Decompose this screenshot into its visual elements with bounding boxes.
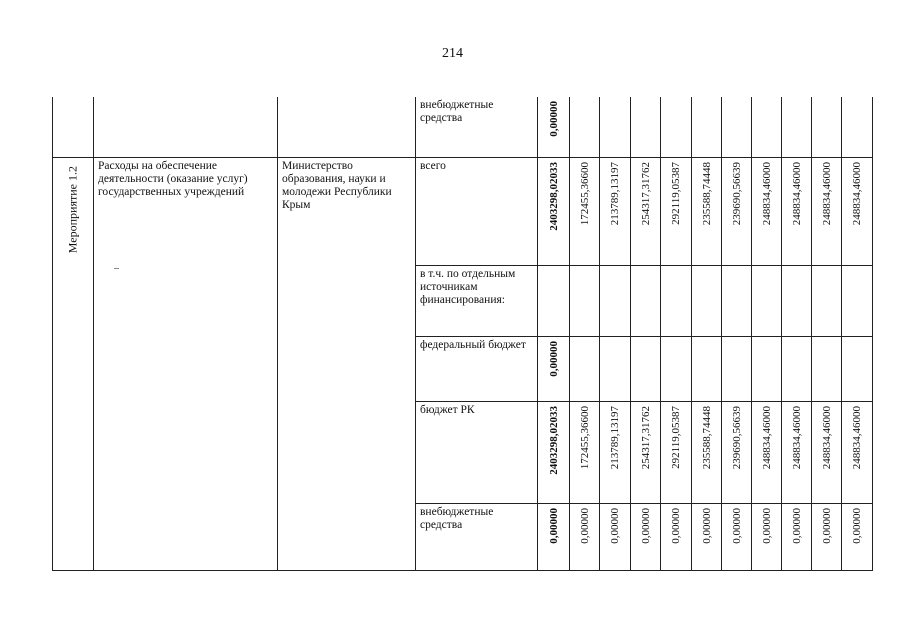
- value-cell: 0,00000: [812, 503, 842, 570]
- value-cell: [600, 336, 631, 401]
- value-cell: 0,00000: [722, 503, 752, 570]
- value-cell: [752, 336, 782, 401]
- page-number: 214: [442, 46, 463, 61]
- value-cell: [812, 265, 842, 336]
- value-cell: 0,00000: [570, 503, 600, 570]
- value-cell: 172455,36600: [570, 401, 600, 503]
- value-cell: 248834,46000: [842, 401, 873, 503]
- description-cell: [94, 97, 278, 157]
- scan-mark: [114, 268, 119, 269]
- value-cell: [631, 97, 661, 157]
- value-cell: 0,00000: [631, 503, 661, 570]
- value-cell: [722, 97, 752, 157]
- source-cell: внебюджетные средства: [416, 97, 538, 157]
- value-cell: 172455,36600: [570, 157, 600, 265]
- value-cell: [661, 265, 692, 336]
- value-cell: 235588,74448: [692, 157, 722, 265]
- total-cell: 0,00000: [538, 503, 570, 570]
- value-cell: [631, 265, 661, 336]
- value-cell: [722, 336, 752, 401]
- source-cell: бюджет РК: [416, 401, 538, 503]
- value-cell: 248834,46000: [752, 157, 782, 265]
- executor-cell: Министерство образования, науки и молодежи Республики Крым: [278, 157, 416, 570]
- budget-table: [52, 97, 873, 571]
- value-cell: 0,00000: [692, 503, 722, 570]
- value-cell: 239690,56639: [722, 401, 752, 503]
- value-cell: 0,00000: [842, 503, 873, 570]
- source-cell: всего: [416, 157, 538, 265]
- value-cell: [842, 336, 873, 401]
- value-cell: 248834,46000: [812, 401, 842, 503]
- table-row: [53, 157, 873, 265]
- value-cell: [782, 97, 812, 157]
- source-cell: внебюджетные средства: [416, 503, 538, 570]
- description-cell: Расходы на обеспечение деятельности (оказание услуг) государственных учреждений: [94, 157, 278, 570]
- value-cell: 239690,56639: [722, 157, 752, 265]
- value-cell: [842, 97, 873, 157]
- value-cell: [692, 336, 722, 401]
- total-cell: 0,00000: [538, 97, 570, 157]
- value-cell: 0,00000: [661, 503, 692, 570]
- value-cell: [752, 265, 782, 336]
- table-row: [53, 97, 873, 157]
- value-cell: [661, 97, 692, 157]
- value-cell: [661, 336, 692, 401]
- event-cell: [53, 97, 94, 157]
- value-cell: 248834,46000: [782, 157, 812, 265]
- value-cell: 0,00000: [752, 503, 782, 570]
- value-cell: 213789,13197: [600, 401, 631, 503]
- value-cell: 213789,13197: [600, 157, 631, 265]
- value-cell: [842, 265, 873, 336]
- total-cell: 0,00000: [538, 336, 570, 401]
- value-cell: 235588,74448: [692, 401, 722, 503]
- value-cell: 248834,46000: [812, 157, 842, 265]
- value-cell: 248834,46000: [752, 401, 782, 503]
- value-cell: [631, 336, 661, 401]
- value-cell: [692, 265, 722, 336]
- value-cell: 248834,46000: [782, 401, 812, 503]
- total-cell: 2403298,02033: [538, 401, 570, 503]
- executor-cell: [278, 97, 416, 157]
- value-cell: 254317,31762: [631, 401, 661, 503]
- value-cell: [812, 97, 842, 157]
- value-cell: 254317,31762: [631, 157, 661, 265]
- source-cell: федеральный бюджет: [416, 336, 538, 401]
- value-cell: [570, 265, 600, 336]
- total-cell: 2403298,02033: [538, 157, 570, 265]
- value-cell: [570, 97, 600, 157]
- event-label-cell: [53, 157, 94, 570]
- value-cell: 248834,46000: [842, 157, 873, 265]
- value-cell: [600, 265, 631, 336]
- value-cell: [782, 265, 812, 336]
- total-cell: [538, 265, 570, 336]
- value-cell: 292119,05387: [661, 157, 692, 265]
- value-cell: 292119,05387: [661, 401, 692, 503]
- value-cell: [782, 336, 812, 401]
- value-cell: 0,00000: [782, 503, 812, 570]
- value-cell: [570, 336, 600, 401]
- value-cell: [600, 97, 631, 157]
- value-cell: [752, 97, 782, 157]
- value-cell: [722, 265, 752, 336]
- source-cell: в т.ч. по отдельным источникам финансирования:: [416, 265, 538, 336]
- value-cell: [812, 336, 842, 401]
- value-cell: 0,00000: [600, 503, 631, 570]
- value-cell: [692, 97, 722, 157]
- event-label: Мероприятие 1.2: [65, 165, 80, 253]
